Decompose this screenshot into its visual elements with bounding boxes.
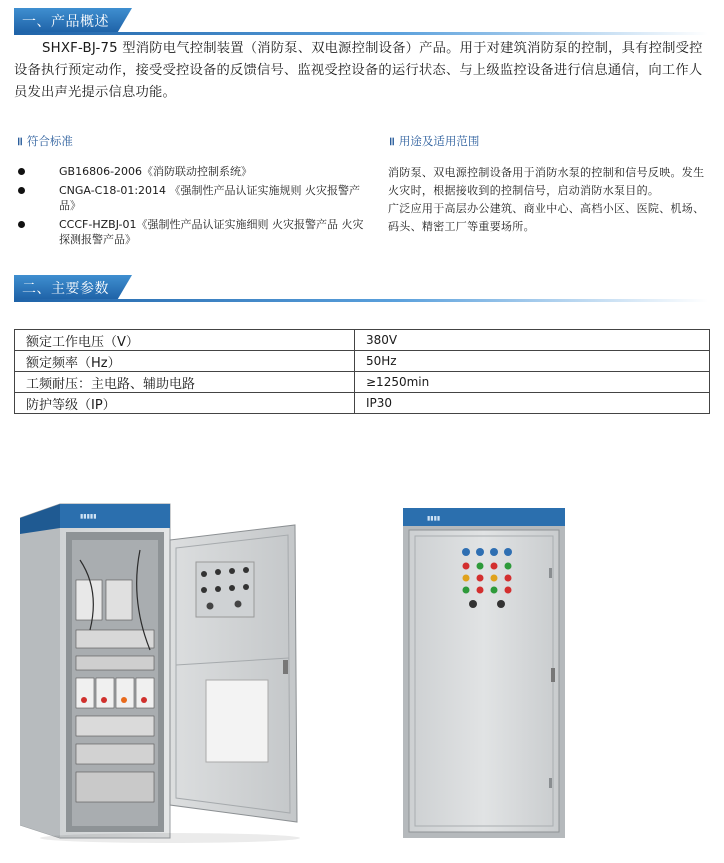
usage-text — [388, 164, 714, 236]
list-item — [14, 217, 364, 247]
param-value: 50Hz — [355, 351, 710, 372]
param-label: 额定频率（Hz） — [15, 351, 355, 372]
standard-text: CCCF-HZBJ-01《强制性产品认证实施细则 火灾报警产品 火灾探测报警产品》 — [59, 218, 364, 246]
table-row — [15, 330, 710, 351]
usage-title: 用途及适用范围 — [398, 134, 480, 148]
param-label: 额定工作电压（V） — [15, 330, 355, 351]
standard-text: CNGA-C18-01:2014 《强制性产品认证实施规则 火灾报警产品》 — [59, 184, 361, 212]
params-table — [14, 329, 710, 414]
svg-text:▮▮▮▮: ▮▮▮▮ — [427, 515, 441, 522]
table-row — [15, 393, 710, 414]
section-header-params — [14, 275, 708, 301]
open-cabinet-photo — [20, 500, 310, 845]
standards-heading — [16, 133, 73, 149]
section-title: 二、主要参数 — [22, 281, 109, 297]
bullet-icon — [18, 221, 25, 228]
list-item — [14, 164, 364, 179]
list-item — [14, 183, 364, 213]
section-underline — [14, 299, 708, 302]
section-header-overview — [14, 8, 708, 34]
bullet-icon — [18, 168, 25, 175]
param-value: IP30 — [355, 393, 710, 414]
standards-list — [14, 164, 364, 251]
heading-marker-icon: ॥ — [388, 134, 395, 148]
param-value: ≥1250min — [355, 372, 710, 393]
svg-text:▮▮▮▮▮: ▮▮▮▮▮ — [80, 513, 97, 520]
table-row — [15, 351, 710, 372]
closed-cabinet-photo — [403, 508, 569, 840]
param-label: 工频耐压：主电路、辅助电路 — [15, 372, 355, 393]
standards-title: 符合标准 — [26, 134, 73, 148]
param-value: 380V — [355, 330, 710, 351]
heading-marker-icon: ॥ — [16, 134, 23, 148]
param-label: 防护等级（IP） — [15, 393, 355, 414]
table-row — [15, 372, 710, 393]
section-title: 一、产品概述 — [22, 14, 109, 30]
usage-paragraph: 广泛应用于高层办公建筑、商业中心、高档小区、医院、机场、码头、精密工厂等重要场所。 — [388, 202, 705, 233]
intro-paragraph: SHXF-BJ-75 型消防电气控制装置（消防泵、双电源控制设备）产品。用于对建筑消防泵的控制，具有控制受控设备执行预定动作，接受受控设备的反馈信号、监视受控设备的运行状态、与上级监控设备进行信息通信，向工作人员发出声光提示信息功能。 — [14, 41, 703, 100]
standard-text: GB16806-2006《消防联动控制系统》 — [59, 165, 253, 178]
bullet-icon — [18, 187, 25, 194]
usage-paragraph: 消防泵、双电源控制设备用于消防水泵的控制和信号反映。发生火灾时，根据接收到的控制信号，启动消防水泵目的。 — [388, 166, 705, 197]
usage-heading — [388, 133, 479, 149]
section-underline — [14, 32, 708, 35]
